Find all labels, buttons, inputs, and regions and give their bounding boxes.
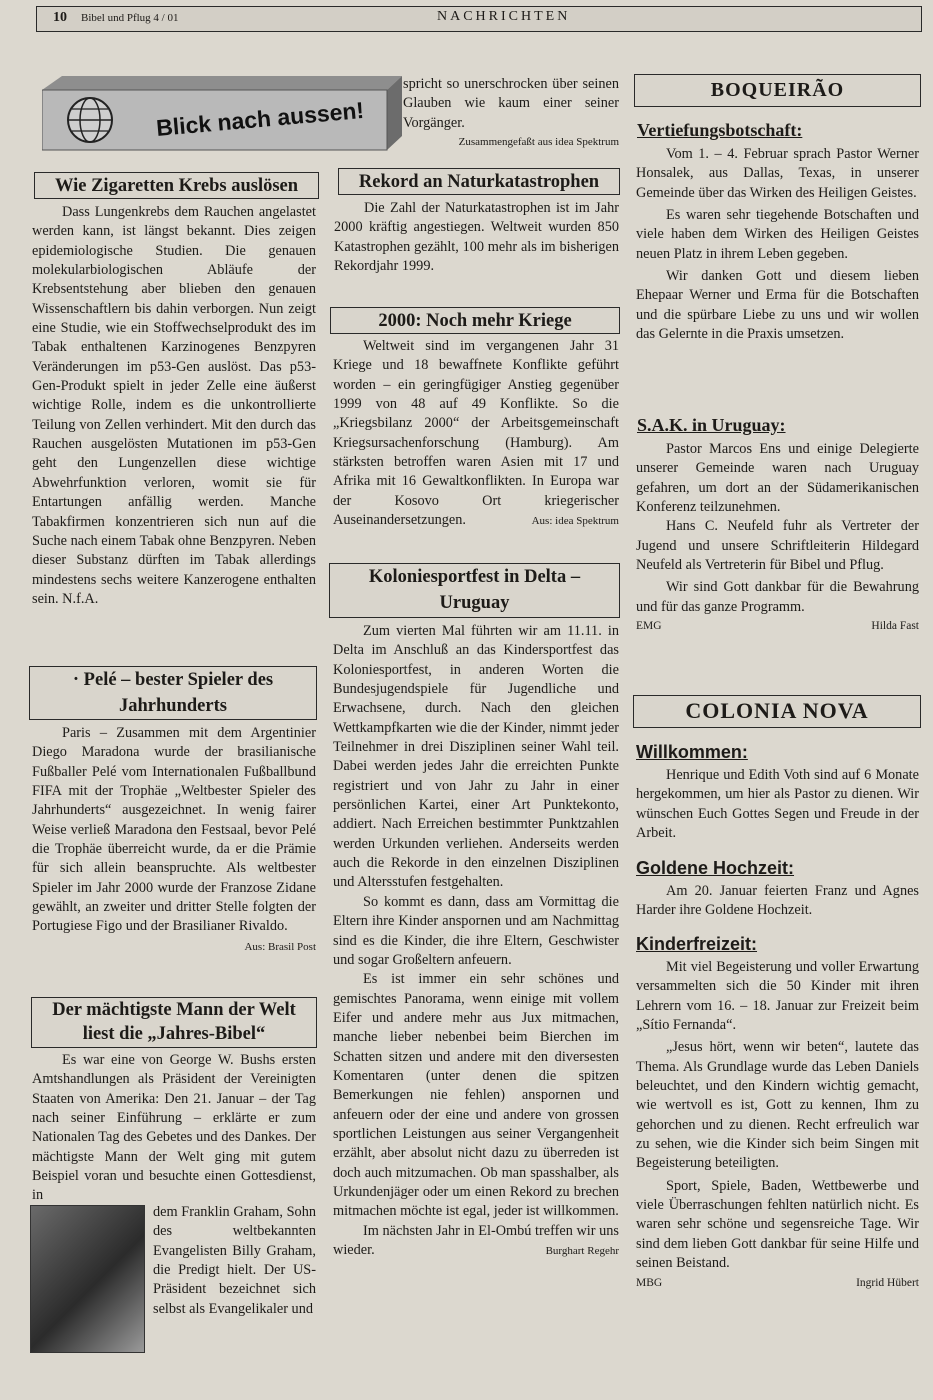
- koloniesportfest-author: Burghart Regehr: [545, 1245, 619, 1257]
- kinder-p3: Sport, Spiele, Baden, Wettbewerbe und viele Überraschungen fehlten natürlich nicht. Es waren sehr schöne und segensreiche Tage. Wir sind dem lieben Gott dankbar für seine Hilfe und seinen Beistand.: [636, 1177, 919, 1272]
- sak-p2: Hans C. Neufeld fuhr als Vertreter der Jugend und unsere Schriftleiterin Hildegard Neufeld als Vertreterin für Bibel und Pflug.: [636, 518, 919, 574]
- subhead-hochzeit: Goldene Hochzeit:: [636, 858, 795, 878]
- boqueirao-sig-right: Hilda Fast: [871, 620, 919, 633]
- vertiefung-p1: Vom 1. – 4. Februar sprach Pastor Werner Honsalek, aus Dallas, Texas, in unserer Gemeinde über das Wirken des Heiligen Geistes.: [636, 146, 919, 201]
- article-pele: [32, 724, 316, 957]
- article-bibel: [32, 1051, 316, 1206]
- pele-source: Aus: Brasil Post: [244, 940, 316, 953]
- headline-boqueirao: BOQUEIRÃO: [634, 74, 921, 107]
- headline-zigaretten: Wie Zigaretten Krebs auslösen: [34, 172, 319, 199]
- banner-title: Blick nach aussen!: [155, 96, 366, 141]
- hochzeit-text: Am 20. Januar feierten Franz und Agnes Harder ihre Goldene Hochzeit.: [636, 883, 919, 919]
- bush-photo: [30, 1205, 145, 1353]
- subhead-kinderfreizeit: Kinderfreizeit:: [636, 934, 758, 954]
- kinder-p2: „Jesus hört, wenn wir beten“, lautete das Thema. Als Grundlage wurde das Leben Daniels beleuchtet, und den Kindern wichtig gemacht, wie wertvoll es ist, Gott zu kennen, Ihm zu gehorchen und zu dienen. Recht erfreulich war zu sehen, wie die Kinder sich beim Singen mit Begeisterung beteiligten.: [636, 1039, 919, 1172]
- headline-kriege: 2000: Noch mehr Kriege: [330, 307, 620, 334]
- bibel-text-2: dem Franklin Graham, Sohn des weltbekannten Evangelisten Billy Graham, die Predigt hielt. Der US-Präsident bezeichnet sich selbst als Evangelikaler und: [153, 1204, 316, 1317]
- kriege-text: Weltweit sind im vergangenen Jahr 31 Kriege und 18 bewaffnete Konflikte geführt worden – ein geringfügiger Anstieg gegenüber 1999 von 48 auf 49 Konflikte. So die „Kriegsbilanz 2000“ der Arbeitsgemeinschaft Kriegsursachenforschung (Hamburg). Am stärksten betroffen waren Asien mit 17 und Afrika mit 16 Gewaltkonflikten. In Europa war der Kosovo Ort kriegerischer Auseinandersetzungen.: [333, 338, 619, 529]
- colonia-sig-right: Ingrid Hübert: [856, 1276, 919, 1289]
- article-koloniesportfest: [333, 622, 619, 1261]
- page-header: [36, 6, 922, 32]
- zigaretten-text: Dass Lungenkrebs dem Rauchen angelastet werden kann, ist längst bekannt. Dies zeigen epidemiologische Studien. Die genauen molekularbiologischen Abläufe der Krebsentstehung aber blieben den genauen Wissenschaftlern bis dahin verborgen. Nun zeigt eine Studie, wie ein Stoffwechselprodukt des im Tabak enthaltenen Karzinogenes Benzpyren Veränderungen im p53-Gen auslöst. Das p53-Gen-Produkt spielt in jeder Zelle eine äußerst wichtige Rolle, indem es die unkontrollierte Teilung von Zellen verhindert. Mit den durch das Rauchen ausgelösten Mutationen im p53-Gen geht den Lungenzellen diese wichtige Abwehrfunktion verloren, womit sie für Entartungen anfällig werden. Manche Tabakfirmen konzentrieren sich nun auf die Suche nach einem Tabak ohne Benzpyren. Neben dieser Substanz dürften im Tabak allerdings mindestens sechs weitere Kanzerogene enthalten sein. N.f.A.: [32, 204, 316, 607]
- boqueirao-sig-left: EMG: [636, 620, 662, 633]
- headline-pele: · Pelé – bester Spieler des Jahrhunderts: [29, 666, 317, 720]
- blick-nach-aussen-banner: [42, 76, 402, 152]
- sak-p1: Pastor Marcos Ens und einige Delegierte unserer Gemeinde waren nach Uruguay gefahren, um dort an der Südamerikanischen Konferenz teilzunehmen.: [636, 441, 919, 516]
- subhead-sak: S.A.K. in Uruguay:: [637, 415, 786, 435]
- intro-tail: [403, 75, 619, 152]
- headline-naturkatastrophen: Rekord an Naturkatastrophen: [338, 168, 620, 195]
- willkommen-text: Henrique und Edith Voth sind auf 6 Monate hergekommen, um hier als Pastor zu dienen. Wir wünschen Euch Gottes Segen und Freude in der Arbeit.: [636, 767, 919, 842]
- article-zigaretten: [32, 203, 316, 609]
- colonia-signature: [636, 1274, 919, 1293]
- pele-text: Paris – Zusammen mit dem Argentinier Diego Maradona wurde der brasilianische Fußballer Pelé vom Internationalen Fußballbund FIFA mit der Trophäe „Weltbester Spieler des Jahrhunderts“ ausgezeichnet. In wenig fairer Weise verließ Maradona den Festsaal, bevor Pelé die Trophäe überreicht wurde, da er die Prämie für sich allein beanspruchte. Als weltbester Spieler im Jahr 2000 wurde der Franzose Zidane gewählt, an zweiter und dritter Stelle folgten der Portugiese Figo und der Brasilianer Rivaldo.: [32, 725, 316, 935]
- article-kriege: [333, 337, 619, 531]
- subhead-vertiefung: Vertiefungsbotschaft:: [637, 120, 803, 140]
- boqueirao-signature: [636, 617, 919, 636]
- article-bibel-cont: [153, 1203, 316, 1319]
- sak-p3: Wir sind Gott dankbar für die Bewahrung und für das ganze Programm.: [636, 579, 919, 615]
- headline-colonia-nova: COLONIA NOVA: [633, 695, 921, 728]
- publication-name: Bibel und Pflug 4 / 01: [81, 12, 179, 24]
- boqueirao-vertiefung: [636, 145, 919, 344]
- headline-bibel: Der mächtigste Mann der Welt liest die „Jahres-Bibel“: [31, 997, 317, 1048]
- vertiefung-p3: Wir danken Gott und diesem lieben Ehepaar Werner und Erma für die Botschaften und die spürbare Liebe zu uns und wir wollen das Gelernte in die Praxis umsetzen.: [636, 268, 919, 343]
- koloniesportfest-p3: Es ist immer ein sehr schönes und gemischtes Panorama, wenn einige mit vollem Eifer und andere mehr aus Jux mitmachen, manche lieber nebenbei beim Bierchen im Schatten sitzen und andere mit den diversesten Komentaren (unter denen die spitzen Bemerkungen nie fehlen) anspornen und anfeuern oder der eine und andere von grossen sportlichen Leistungen aus seiner Vergangenheit erzählt, aber absolut nicht dazu zu überreden ist doch auch mitzumachen. Ob man spasshalber, als Urkundenjäger oder um einen Rekord zu brechen mitmachen möchte ist egal, jeder ist willkommen.: [333, 971, 619, 1220]
- headline-koloniesportfest: Koloniesportfest in Delta – Uruguay: [329, 563, 620, 618]
- koloniesportfest-p2: So kommt es dann, dass am Vormittag die Eltern ihre Kinder anspornen und am Nachmittag sind es die Kinder, die ihre Eltern, Geschwister und sogar Großeltern anfeuern.: [333, 893, 619, 968]
- colonia-willkommen: [636, 766, 919, 843]
- vertiefung-p2: Es waren sehr tiegehende Botschaften und viele haben dem Wirken des Heiligen Geistes neuen Platz in ihrem Leben gegeben.: [636, 207, 919, 262]
- colonia-sig-left: MBG: [636, 1276, 663, 1289]
- globe-icon: [68, 98, 112, 142]
- kriege-source: Aus: idea Spektrum: [531, 515, 619, 528]
- naturkatastrophen-text: Die Zahl der Naturkatastrophen ist im Jahr 2000 kräftig angestiegen. Weltweit wurden 850 Katastrophen gezählt, 100 mehr als im bisherigen Rekordjahr 1999.: [334, 200, 619, 275]
- colonia-kinderfreizeit: [636, 958, 919, 1293]
- colonia-hochzeit: [636, 882, 919, 921]
- section-title: NACHRICHTEN: [437, 9, 571, 24]
- intro-tail-source: Zusammengefaßt aus idea Spektrum: [458, 136, 619, 149]
- boqueirao-sak: [636, 440, 919, 636]
- koloniesportfest-p1: Zum vierten Mal führten wir am 11.11. in Delta im Anschluß an das Kindersportfest das Koloniesportfest, in anderen Worten die Bundesjugendspiele für Jugendliche und Erwachsene, durch. Nach den gleichen Wettkampfkarten wie die der Kinder, nimmt jeder Teilnehmer in drei Disziplinen seiner Wahl teil. Dabei werden jedes Jahr die erreichten Punkte registriert und von Jahr zu Jahr in einer persönlichen Kartei, einer Art Punktekonto, addiert. Nach Erreichen bestimmter Punktzahlen werden Urkunden verliehen. Anderseits werden auch die Rekorde in den einzelnen Disziplinen und Altersstufen festgehalten.: [333, 623, 619, 891]
- kinder-p1: Mit viel Begeisterung und voller Erwartung versammelten sich die 50 Kinder mit ihren Lehrern vom 16. – 18. Januar zur Freizeit beim „Sítio Fernanda“.: [636, 959, 919, 1034]
- koloniesportfest-p4: Im nächsten Jahr in El-Ombú treffen wir uns wieder.: [333, 1222, 619, 1258]
- page-number: 10: [53, 10, 67, 25]
- bibel-text-1: Es war eine von George W. Bushs ersten Amtshandlungen als Präsident der Vereinigten Staaten von Amerika: Den 21. Januar – der Tag nach seiner Einführung – erklärte er zum Nationalen Tag des Gebetes und des Dankes. Der mächtigste Mann der Welt ging mit gutem Beispiel voran und besuchte einen Gottesdienst, in: [32, 1052, 316, 1204]
- intro-tail-text: spricht so unerschrocken über seinen Glauben wie kaum einer seiner Vorgänger.: [403, 76, 619, 131]
- subhead-willkommen: Willkommen:: [636, 742, 748, 762]
- article-naturkatastrophen: [334, 199, 619, 276]
